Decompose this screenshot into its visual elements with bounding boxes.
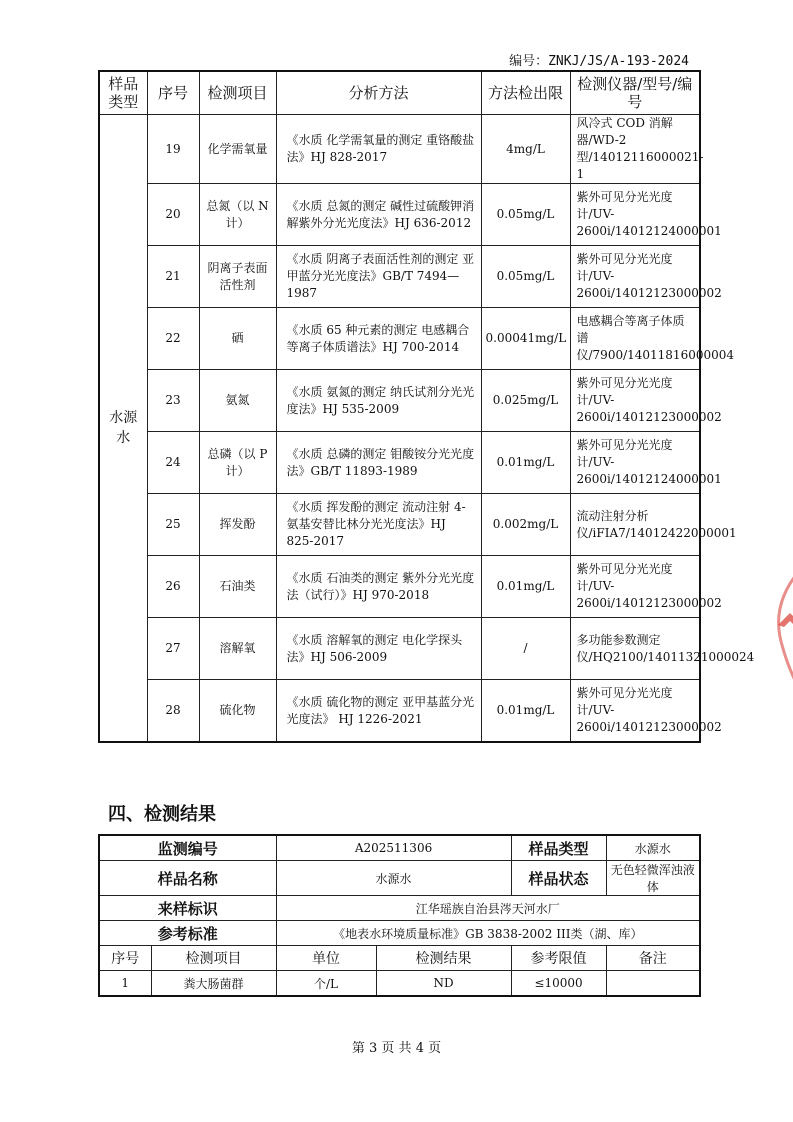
table-row [99,971,700,997]
seq-cell: 27 [147,618,199,680]
seq-cell: 26 [147,556,199,618]
item-cell: 挥发酚 [199,494,276,556]
item-cell: 总氮（以 N 计） [199,184,276,246]
seq-cell: 23 [147,370,199,432]
results-header-row [99,946,700,971]
table-row [99,556,700,618]
standard-value: 《地表水环境质量标准》GB 3838-2002 III类（湖、库） [276,921,700,946]
instrument-cell: 紫外可见分光光度计/UV-2600i/14012123000002 [570,556,700,618]
item-cell: 总磷（以 P 计） [199,432,276,494]
result-header-ref: 参考限值 [511,946,606,971]
results-table [98,834,701,997]
result-header-seq: 序号 [99,946,151,971]
seq-cell: 20 [147,184,199,246]
result-item: 粪大肠菌群 [151,971,276,997]
header-item: 检测项目 [199,71,276,115]
method-cell: 《水质 石油类的测定 紫外分光光度法（试行）》HJ 970-2018 [276,556,481,618]
instrument-cell: 紫外可见分光光度计/UV-2600i/14012123000002 [570,680,700,743]
result-note [606,971,700,997]
method-cell: 《水质 65 种元素的测定 电感耦合等离子体质谱法》HJ 700-2014 [276,308,481,370]
seq-cell: 25 [147,494,199,556]
method-cell: 《水质 氨氮的测定 纳氏试剂分光光度法》HJ 535-2009 [276,370,481,432]
header-seq: 序号 [147,71,199,115]
page-footer: 第 3 页 共 4 页 [351,1041,442,1056]
limit-cell: 0.05mg/L [481,246,570,308]
seq-cell: 21 [147,246,199,308]
sample-type-cell: 水源水 [99,115,147,743]
standard-label: 参考标准 [99,921,276,946]
item-cell: 化学需氧量 [199,115,276,184]
instrument-cell: 风冷式 COD 消解器/WD-2 型/14012116000021-1 [570,115,700,184]
table-row [99,246,700,308]
table-row [99,115,700,184]
instrument-cell: 紫外可见分光光度计/UV-2600i/14012123000002 [570,246,700,308]
seq-cell: 28 [147,680,199,743]
limit-cell: 0.01mg/L [481,680,570,743]
table-row [99,680,700,743]
sample-state-value: 无色轻微浑浊液体 [606,861,700,896]
method-cell: 《水质 总氮的测定 碱性过硫酸钾消解紫外分光光度法》HJ 636-2012 [276,184,481,246]
table-row [99,184,700,246]
limit-cell: 0.00041mg/L [481,308,570,370]
instrument-cell: 紫外可见分光光度计/UV-2600i/14012124000001 [570,184,700,246]
header-instrument: 检测仪器/型号/编号 [570,71,700,115]
limit-cell: / [481,618,570,680]
instrument-cell: 多功能参数测定仪/HQ2100/14011321000024 [570,618,700,680]
monitor-id-label: 监测编号 [99,835,276,861]
table-row [99,370,700,432]
limit-cell: 0.01mg/L [481,556,570,618]
item-cell: 硒 [199,308,276,370]
limit-cell: 0.01mg/L [481,432,570,494]
method-cell: 《水质 化学需氧量的测定 重铬酸盐法》HJ 828-2017 [276,115,481,184]
item-cell: 石油类 [199,556,276,618]
item-cell: 阴离子表面活性剂 [199,246,276,308]
method-cell: 《水质 挥发酚的测定 流动注射 4-氨基安替比林分光光度法》HJ 825-2017 [276,494,481,556]
document-number: 编号：ZNKJ/JS/A-193-2024 [509,54,689,69]
sample-name-label: 样品名称 [99,861,276,896]
table-row [99,494,700,556]
seq-cell: 22 [147,308,199,370]
sample-type-label: 样品类型 [511,835,606,861]
instrument-cell: 紫外可见分光光度计/UV-2600i/14012124000001 [570,432,700,494]
sample-state-label: 样品状态 [511,861,606,896]
results-info-row [99,861,700,896]
methods-header-row [99,71,700,115]
limit-cell: 0.002mg/L [481,494,570,556]
result-header-result: 检测结果 [376,946,511,971]
item-cell: 硫化物 [199,680,276,743]
header-method: 分析方法 [276,71,481,115]
result-seq: 1 [99,971,151,997]
result-header-item: 检测项目 [151,946,276,971]
item-cell: 氨氮 [199,370,276,432]
seq-cell: 24 [147,432,199,494]
table-row [99,618,700,680]
source-value: 江华瑶族自治县涔天河水厂 [276,896,700,921]
result-header-unit: 单位 [276,946,376,971]
sample-type-value: 水源水 [606,835,700,861]
item-cell: 溶解氧 [199,618,276,680]
results-info-row [99,896,700,921]
instrument-cell: 紫外可见分光光度计/UV-2600i/14012123000002 [570,370,700,432]
result-unit: 个/L [276,971,376,997]
method-cell: 《水质 硫化物的测定 亚甲基蓝分光光度法》 HJ 1226-2021 [276,680,481,743]
section-title: 四、检测结果 [108,804,216,825]
results-info-row [99,921,700,946]
monitor-id-value: A202511306 [276,835,511,861]
result-header-note: 备注 [606,946,700,971]
sample-name-value: 水源水 [276,861,511,896]
result-value: ND [376,971,511,997]
seq-cell: 19 [147,115,199,184]
method-cell: 《水质 溶解氧的测定 电化学探头法》HJ 506-2009 [276,618,481,680]
methods-table [98,70,755,743]
instrument-cell: 流动注射分析仪/iFIA7/14012422000001 [570,494,700,556]
header-sample-type: 样品类型 [99,71,147,115]
source-label: 来样标识 [99,896,276,921]
method-cell: 《水质 总磷的测定 钼酸铵分光光度法》GB/T 11893-1989 [276,432,481,494]
table-row [99,308,700,370]
results-info-row [99,835,700,861]
table-row [99,432,700,494]
method-cell: 《水质 阴离子表面活性剂的测定 亚甲蓝分光光度法》GB/T 7494—1987 [276,246,481,308]
header-limit: 方法检出限 [481,71,570,115]
limit-cell: 0.05mg/L [481,184,570,246]
limit-cell: 4mg/L [481,115,570,184]
result-ref: ≤10000 [511,971,606,997]
limit-cell: 0.025mg/L [481,370,570,432]
seal-stamp-fragment [760,565,793,715]
instrument-cell: 电感耦合等离子体质谱仪/7900/14011816000004 [570,308,700,370]
